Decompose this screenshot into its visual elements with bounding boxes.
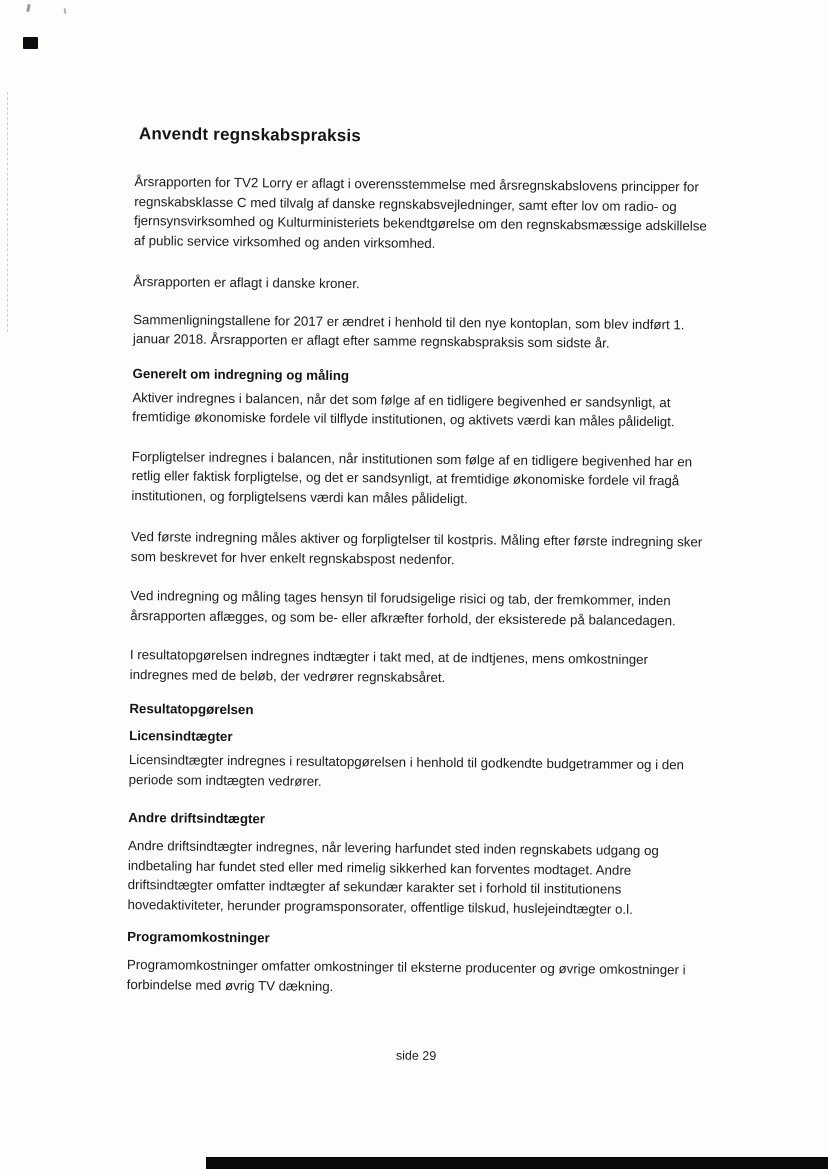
heading-license-income: Licensindtægter xyxy=(129,728,233,745)
scan-left-edge-artifact xyxy=(7,92,8,332)
scan-black-square xyxy=(23,37,38,49)
paragraph-currency: Årsrapporten er aflagt i danske kroner. xyxy=(133,274,360,292)
paragraph-license-income: Licensindtægter indregnes i resultatopgørelsen i henhold til godkendte budgetrammer og i den periode som indtægten vedrører. xyxy=(128,752,685,789)
document-body xyxy=(126,124,715,1066)
heading-recognition-measurement: Generelt om indregning og måling xyxy=(132,365,350,383)
scan-bottom-bar xyxy=(206,1157,828,1169)
heading-other-operating-income: Andre driftsindtægter xyxy=(128,810,266,827)
page-title: Anvendt regnskabspraksis xyxy=(138,124,362,146)
page-number: side 29 xyxy=(395,1048,437,1063)
scan-speck-icon xyxy=(64,8,67,14)
paragraph-accounting-basis: Årsrapporten for TV2 Lorry er aflagt i overensstemmelse med årsregnskabslovens principper for regnskabsklasse C med tilvalg af danske regnskabsvejledninger, samt efter lov om radio- og fjernsynsvirksomhed og Kulturministeriets bekendtgørelse om den regnskabsmæssige adskillelse af public service virksomhed og anden virksomhed. xyxy=(133,174,707,251)
paragraph-initial-recognition: Ved første indregning måles aktiver og forpligtelser til kostpris. Måling efter første indregning sker som beskrevet for hver enkelt regnskabspost nedenfor. xyxy=(130,529,703,567)
paragraph-risks-and-losses: Ved indregning og måling tages hensyn til forudsigelige risici og tab, der fremkommer, inden årsrapporten aflægges, og som be- eller afkræfter forhold, der eksisterede på balancedagen. xyxy=(130,588,676,628)
paragraph-comparatives: Sammenligningstallene for 2017 er ændret i henhold til den nye kontoplan, som blev indført 1. januar 2018. Årsrapporten er aflagt efter samme regnskabspraksis som sidste år. xyxy=(132,311,685,351)
heading-income-statement: Resultatopgørelsen xyxy=(129,701,254,718)
heading-program-costs: Programomkostninger xyxy=(127,929,270,946)
paragraph-liabilities: Forpligtelser indregnes i balancen, når institutionen som følge af en tidligere begivenhed har en retlig eller faktisk forpligtelse, og det er sandsynligt, at fremtidige økonomiske fordele vil fragå institutionen, og forpligtelsens værdi kan måles pålideligt. xyxy=(131,448,693,506)
paragraph-income-statement-recognition: I resultatopgørelsen indregnes indtægter i takt med, at de indtjenes, mens omkostninger indregnes med de beløb, der vedrører regnskabsåret. xyxy=(129,647,649,685)
paragraph-program-costs: Programomkostninger omfatter omkostninger til eksterne producenter og øvrige omkostninger i forbindelse med øvrig TV dækning. xyxy=(126,957,686,994)
paragraph-assets: Aktiver indregnes i balancen, når det som følge af en tidligere begivenhed er sandsynligt, at fremtidige økonomiske fordele vil tilflyde institutionen, og aktivets værdi kan måles pålideligt. xyxy=(132,389,675,430)
paragraph-other-operating-income: Andre driftsindtægter indregnes, når levering harfundet sted inden regnskabets udgang og indbetaling har fundet sted eller med rimelig sikkerhed kan forventes modtaget. Andre driftsindtægter omfatter indtægter af sekundær karakter set i forhold til institutionens hovedaktiviteter, herunder programsponsorater, offentlige tilskud, huslejeindtægter o.l. xyxy=(127,838,659,917)
scan-speck-icon xyxy=(26,4,31,12)
